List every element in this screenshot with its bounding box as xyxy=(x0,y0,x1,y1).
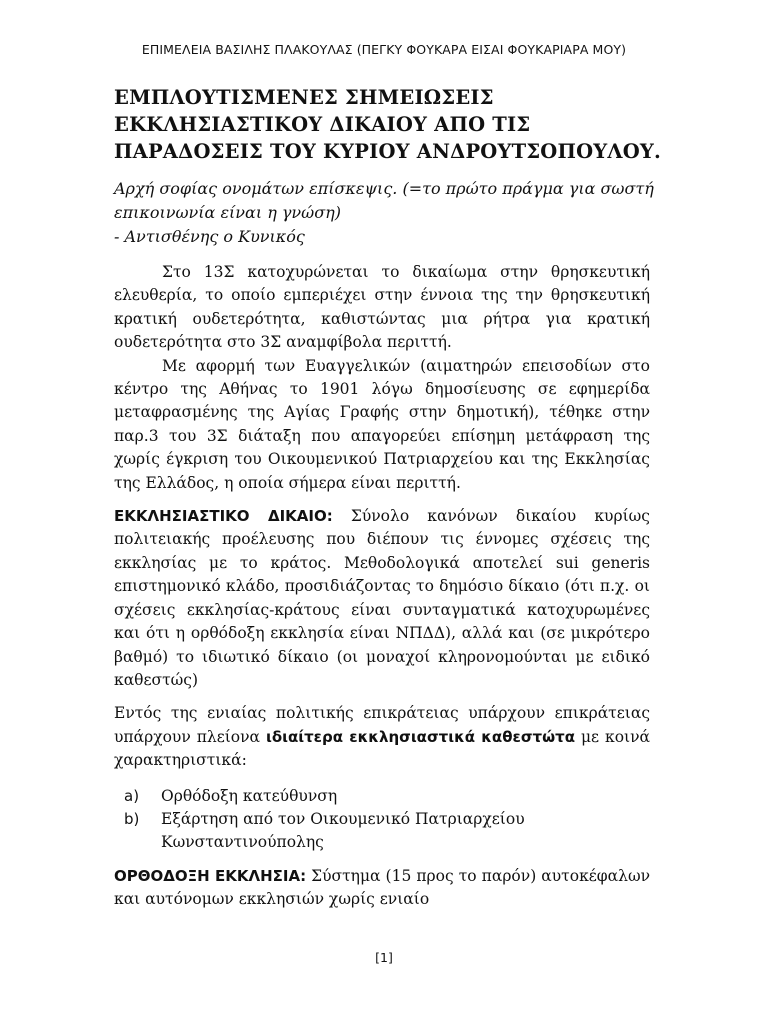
list-item xyxy=(114,785,650,808)
paragraph-evangelika: Με αφορμή των Ευαγγελικών (αιματηρών επεισοδίων στο κέντρο της Αθήνας το 1901 λόγω δημοσίευσης σε εφημερίδα μεταφρασμένης της Αγίας Γραφής στην δημοτική), τέθηκε στην παρ.3 του 3Σ διάταξη που απαγορεύει επίσημη μετάφραση της χωρίς έγκριση του Οικουμενικού Πατριαρχείου και της Εκκλησίας της Ελλάδος, η οποία σήμερα είναι περιττή. xyxy=(114,356,650,492)
quote-line: Αρχή σοφίας ονομάτων επίσκεψις. (=το πρώτο πράγμα για σωστή xyxy=(114,179,654,198)
definition-text: Σύστημα (15 προς το παρόν) αυτοκέφαλων και αυτόνομων εκκλησιών χωρίς ενιαίο xyxy=(114,866,651,909)
list-marker: a) xyxy=(124,786,140,805)
title-line: ΕΚΚΛΗΣΙΑΣΤΙΚΟΥ ΔΙΚΑΙΟΥ ΑΠΟ ΤΙΣ xyxy=(114,113,531,136)
characteristics-list xyxy=(114,785,650,855)
title-line: ΕΜΠΛΟΥΤΙΣΜΕΝΕΣ ΣΗΜΕΙΩΣΕΙΣ xyxy=(114,86,494,109)
definition-term: ΕΚΚΛΗΣΙΑΣΤΙΚΟ ΔΙΚΑΙΟ: xyxy=(114,507,333,526)
page-header: ΕΠΙΜΕΛΕΙΑ ΒΑΣΙΛΗΣ ΠΛΑΚΟΥΛΑΣ (ΠΕΓΚΥ ΦΟΥΚΑΡΑ ΕΙΣΑΙ ΦΟΥΚΑΡΙΑΡΑ ΜΟΥ) xyxy=(141,42,627,57)
quote-line: επικοινωνία είναι η γνώση) xyxy=(114,203,341,222)
document-title xyxy=(114,84,662,165)
page-number: [1] xyxy=(375,950,393,965)
definition-term: ΟΡΘΟΔΟΞΗ ΕΚΚΛΗΣΙΑ: xyxy=(114,866,307,885)
definition-ecclesiastical-law xyxy=(114,505,650,692)
epigraph-quote xyxy=(114,177,654,249)
list-item-text: Εξάρτηση από τον Οικουμενικό Πατριαρχείου Κωνσταντινούπολης xyxy=(161,809,525,852)
title-line: ΠΑΡΑΔΟΣΕΙΣ ΤΟΥ ΚΥΡΙΟΥ ΑΝΔΡΟΥΤΣΟΠΟΥΛΟΥ. xyxy=(114,140,662,163)
list-item-text: Ορθόδοξη κατεύθυνση xyxy=(161,786,338,805)
list-item xyxy=(114,808,650,855)
definition-orthodox-church xyxy=(114,865,650,912)
list-marker: b) xyxy=(124,809,140,828)
page-body xyxy=(114,84,662,912)
paragraph-text: με κοινά χαρακτηριστικά: xyxy=(114,727,650,770)
paragraph-regimes xyxy=(114,702,650,772)
paragraph-text: Εντός της ενιαίας πολιτικής επικράτειας υπάρχουν επικράτειας υπάρχουν πλείονα xyxy=(114,704,650,746)
quote-attribution: - Αντισθένης ο Κυνικός xyxy=(114,227,305,246)
emphasis-text: ιδιαίτερα εκκλησιαστικά καθεστώτα xyxy=(265,727,576,746)
definition-text: Σύνολο κανόνων δικαίου κυρίως πολιτειακής προέλευσης που διέπουν τις έννομες σχέσεις της εκκλησίας με το κράτος. Μεθοδολογικά αποτελεί sui generis επιστημονικό κλάδο, προσιδιάζοντας το δημόσιο δίκαιο (ότι π.χ. οι σχέσεις εκκλησίας-κράτους είναι συνταγματικά κατοχυρωμένες και ότι η ορθόδοξη εκκλησία είναι ΝΠΔΔ), αλλά και (σε μικρότερο βαθμό) το ιδιωτικό δίκαιο (οι μοναχοί κληρονομούνται με ειδικό καθεστώς) xyxy=(114,507,650,689)
paragraph-religious-freedom: Στο 13Σ κατοχυρώνεται το δικαίωμα στην θρησκευτική ελευθερία, το οποίο εμπεριέχει στην έννοια της την θρησκευτική κρατική ουδετερότητα, καθιστώντας μια ρήτρα για κρατική ουδετερότητα στο 3Σ αναμφίβολα περιττή. xyxy=(114,263,650,352)
